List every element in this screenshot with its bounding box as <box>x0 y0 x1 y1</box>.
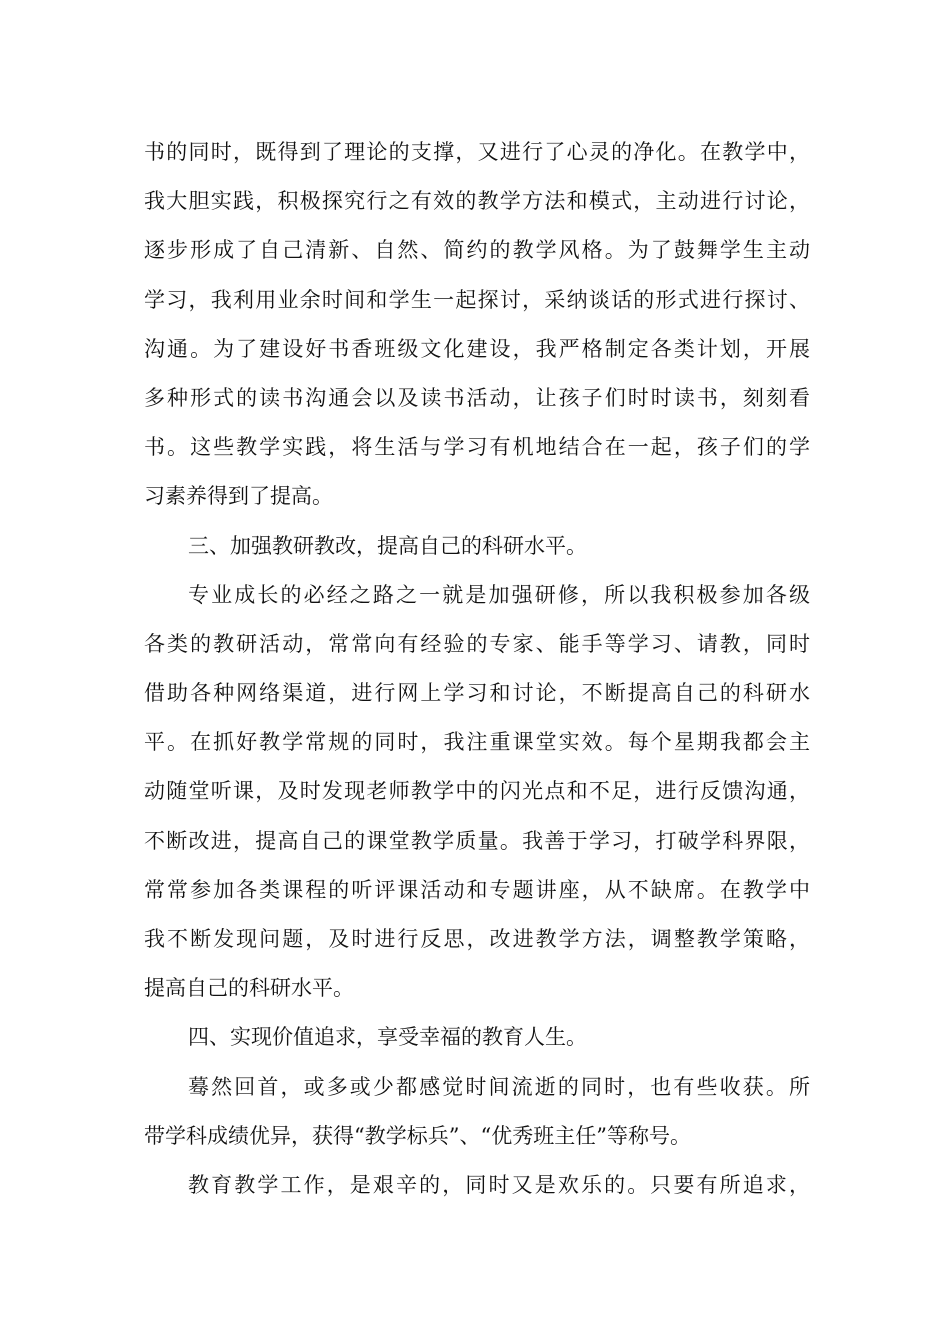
text-line: 蓦然回首，或多或少都感觉时间流逝的同时，也有些收获。所 <box>188 1074 810 1099</box>
text-line: 我大胆实践，积极探究行之有效的教学方法和模式，主动进行讨论， <box>144 189 810 214</box>
text-line: 专业成长的必经之路之一就是加强研修，所以我积极参加各级 <box>188 582 810 607</box>
text-line: 逐步形成了自己清新、自然、简约的教学风格。为了鼓舞学生主动 <box>144 238 810 263</box>
document-body <box>144 128 810 1210</box>
text-line: 常常参加各类课程的听评课活动和专题讲座，从不缺席。在教学中 <box>144 877 810 902</box>
text-line: 动随堂听课，及时发现老师教学中的闪光点和不足，进行反馈沟通， <box>144 779 810 804</box>
text-line: 不断改进，提高自己的课堂教学质量。我善于学习，打破学科界限， <box>144 828 810 853</box>
text-line: 书。这些教学实践，将生活与学习有机地结合在一起，孩子们的学 <box>144 435 810 460</box>
text-line: 习素养得到了提高。 <box>144 484 333 509</box>
text-line: 各类的教研活动，常常向有经验的专家、能手等学习、请教，同时 <box>144 631 810 656</box>
section-heading: 四、实现价值追求，享受幸福的教育人生。 <box>188 1025 587 1050</box>
text-line: 借助各种网络渠道，进行网上学习和讨论，不断提高自己的科研水 <box>144 681 810 706</box>
text-line: 平。在抓好教学常规的同时，我注重课堂实效。每个星期我都会主 <box>144 730 810 755</box>
text-line: 学习，我利用业余时间和学生一起探讨，采纳谈话的形式进行探讨、 <box>144 287 810 312</box>
text-line: 书的同时，既得到了理论的支撑，又进行了心灵的净化。在教学中， <box>144 140 810 164</box>
section-heading: 三、加强教研教改，提高自己的科研水平。 <box>188 533 587 558</box>
text-line: 带学科成绩优异，获得“教学标兵”、“优秀班主任”等称号。 <box>144 1123 691 1148</box>
text-line: 沟通。为了建设好书香班级文化建设，我严格制定各类计划，开展 <box>144 336 810 361</box>
text-line: 教育教学工作，是艰辛的，同时又是欢乐的。只要有所追求， <box>188 1172 810 1197</box>
text-line: 多种形式的读书沟通会以及读书活动，让孩子们时时读书，刻刻看 <box>144 385 810 410</box>
text-line: 提高自己的科研水平。 <box>144 976 354 1001</box>
text-line: 我不断发现问题，及时进行反思，改进教学方法，调整教学策略， <box>144 927 810 951</box>
